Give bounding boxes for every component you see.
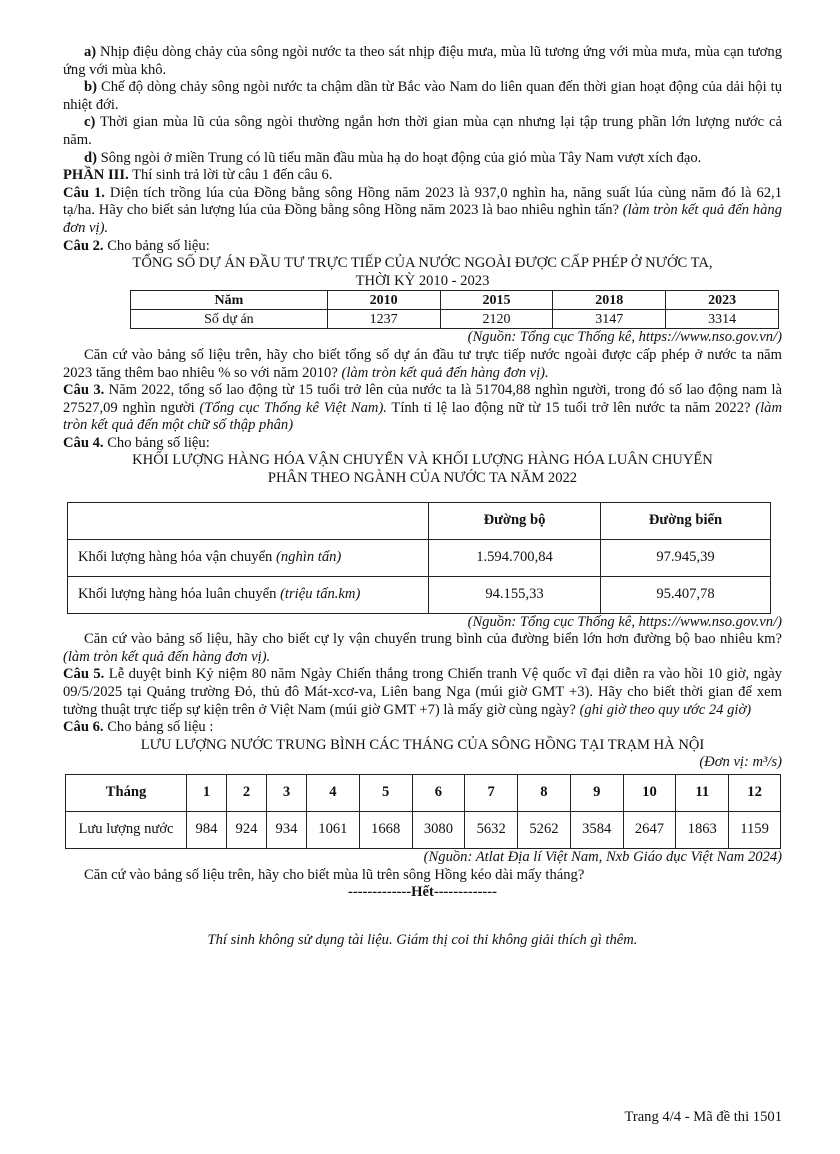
end-marker: -------------Hết------------- <box>347 884 498 901</box>
table-6-unit: (Đơn vị: m³/s) <box>699 754 782 771</box>
statement-c: c) Thời gian mùa lũ của sông ngòi thường ngắn hơn thời gian mùa cạn nhưng lại tập trung phần lớn lượng nước cả năm. <box>63 114 782 148</box>
table-row: Số dự án 1237 2120 3147 3314 <box>131 310 779 329</box>
statement-b: b) Chế độ dòng chảy sông ngòi nước ta chậm dần từ Bắc vào Nam do liên quan đến thời gian hoạt động của dải hội tụ nhiệt đới. <box>63 79 782 113</box>
table-header-row: Tháng 1 2 3 4 5 6 7 8 9 10 11 12 <box>66 775 781 812</box>
statement-d: d) Sông ngòi ở miền Trung có lũ tiểu mãn đầu mùa hạ do hoạt động của gió mùa Tây Nam vượt xích đạo. <box>84 149 702 166</box>
part3-heading: PHẦN III. Thí sinh trả lời từ câu 1 đến câu 6. <box>63 167 333 184</box>
table-header-row: Năm 2010 2015 2018 2023 <box>131 291 779 310</box>
table-6-title: LƯU LƯỢNG NƯỚC TRUNG BÌNH CÁC THÁNG CỦA SÔNG HỒNG TẠI TRẠM HÀ NỘI <box>140 736 705 753</box>
question-4-text: Căn cứ vào bảng số liệu, hãy cho biết cự ly vận chuyển trung bình của đường biển lớn hơn đường bộ bao nhiêu km? (làm tròn kết quả đến hàng đơn vị). <box>63 631 782 665</box>
table-row: Khối lượng hàng hóa luân chuyển (triệu tấn.km) 94.155,33 95.407,78 <box>68 576 771 613</box>
question-2-intro: Câu 2. Cho bảng số liệu: <box>63 237 210 254</box>
table-6-source: (Nguồn: Atlat Địa lí Việt Nam, Nxb Giáo dục Việt Nam 2024) <box>423 849 782 865</box>
closing-note: Thí sinh không sử dụng tài liệu. Giám thị coi thi không giải thích gì thêm. <box>207 931 638 948</box>
question-4-intro: Câu 4. Cho bảng số liệu: <box>63 434 210 451</box>
fdi-projects-table <box>130 290 779 329</box>
table-4-title: KHỐI LƯỢNG HÀNG HÓA VẬN CHUYỂN VÀ KHỐI LƯỢNG HÀNG HÓA LUÂN CHUYỂN PHÂN THEO NGÀNH CỦA NƯỚC TA NĂM 2022 <box>132 452 713 487</box>
page-footer: Trang 4/4 - Mã đề thi 1501 <box>624 1109 782 1125</box>
river-discharge-table <box>65 774 781 849</box>
question-3: Câu 3. Năm 2022, tổng số lao động từ 15 tuổi trở lên của nước ta là 51704,88 nghìn người, trong đó số lao động nam là 27527,09 nghìn người (Tổng cục Thống kê Việt Nam). Tính tỉ lệ lao động nữ từ 15 tuổi trở lên nước ta năm 2022? (làm tròn kết quả đến một chữ số thập phân) <box>63 382 783 434</box>
question-5: Câu 5. Lễ duyệt binh Kỷ niệm 80 năm Ngày Chiến thắng trong Chiến tranh Vệ quốc vĩ đại diễn ra vào hồi 10 giờ, ngày 09/5/2025 tại Quảng trường Đỏ, thủ đô Mát-xcơ-va, Liên bang Nga (múi giờ GMT +3). Hãy cho biết thời gian để xem tường thuật trực tiếp sự kiện trên ở Việt Nam (múi giờ GMT +7) là mấy giờ cùng ngày? (ghi giờ theo quy ước 24 giờ) <box>63 666 783 718</box>
question-1: Câu 1. Diện tích trồng lúa của Đồng bằng sông Hồng năm 2023 là 937,0 nghìn ha, năng suất lúa cùng năm đó là 62,1 tạ/ha. Hãy cho biết sản lượng lúa của Đồng bằng sông Hồng năm 2023 là bao nhiêu nghìn tấn? (làm tròn kết quả đến hàng đơn vị). <box>63 184 783 236</box>
table-2-title: TỔNG SỐ DỰ ÁN ĐẦU TƯ TRỰC TIẾP CỦA NƯỚC NGOÀI ĐƯỢC CẤP PHÉP Ở NƯỚC TA, THỜI KỲ 2010 - 2023 <box>132 255 713 289</box>
question-6-intro: Câu 6. Cho bảng số liệu : <box>63 719 214 736</box>
freight-table <box>67 502 771 614</box>
table-row: Khối lượng hàng hóa vận chuyển (nghìn tấn) 1.594.700,84 97.945,39 <box>68 539 771 576</box>
table-4-source: (Nguồn: Tổng cục Thống kê, https://www.nso.gov.vn/) <box>467 613 782 630</box>
statement-a: a) Nhịp điệu dòng chảy của sông ngòi nước ta theo sát nhịp điệu mưa, mùa lũ tương ứng với mùa mưa, mùa cạn tương ứng với mùa khô. <box>63 44 782 78</box>
question-2-text: Căn cứ vào bảng số liệu trên, hãy cho biết tổng số dự án đầu tư trực tiếp nước ngoài được cấp phép ở nước ta năm 2023 tăng thêm bao nhiêu % so với năm 2010? (làm tròn kết quả đến hàng đơn vị). <box>63 346 782 381</box>
question-6-text: Căn cứ vào bảng số liệu trên, hãy cho biết mùa lũ trên sông Hồng kéo dài mấy tháng? <box>84 866 585 883</box>
table-header-row: Đường bộ Đường biển <box>68 502 771 539</box>
table-2-source: (Nguồn: Tổng cục Thống kê, https://www.nso.gov.vn/) <box>467 329 782 346</box>
table-row: Lưu lượng nước 984 924 934 1061 1668 3080 5632 5262 3584 2647 1863 1159 <box>66 812 781 849</box>
